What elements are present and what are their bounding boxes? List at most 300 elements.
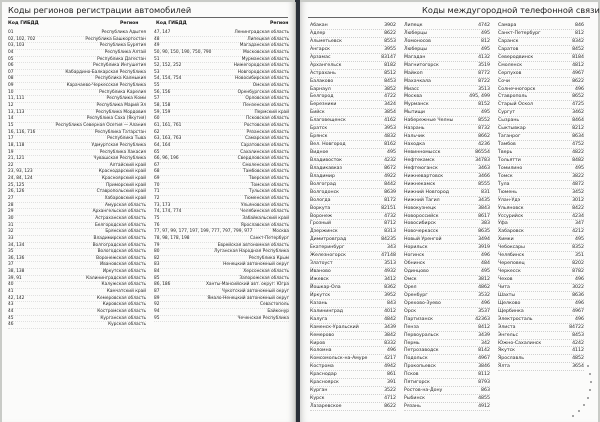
region-code: 05 [8,56,14,62]
left-page-title: Коды регионов регистрации автомобилей [8,5,192,15]
city-name: Мытищи [404,110,425,116]
region-code: 89 [154,295,160,301]
region-code: 30 [8,215,14,221]
dialing-code: 3537 [478,308,490,314]
region-row [154,316,289,323]
phone-codes-column-3 [498,22,584,371]
dialing-code: 3513 [384,261,396,267]
region-code: 53 [154,69,160,75]
region-name: Новосибирская область [235,76,289,82]
dialing-code: 34783 [475,157,490,163]
city-name: Подольск [404,356,428,362]
phone-code-row [404,125,490,133]
region-row [154,43,289,50]
region-name: Самарская область [245,136,289,142]
phone-code-row [310,109,396,117]
city-name: Калининград [310,308,343,314]
phone-code-row [310,189,396,197]
phone-code-row [404,109,490,117]
region-code: 95 [154,315,160,321]
region-row [154,156,289,163]
dialing-code: 3522 [384,388,396,394]
region-code: 61, 161, 761 [154,122,182,128]
dialing-code: 495, 499 [469,94,490,100]
phone-code-row [310,284,396,292]
phone-code-row [404,260,490,268]
city-name: Балаково [310,78,334,84]
phone-code-row [404,157,490,165]
region-row [8,156,146,163]
region-row [8,50,146,57]
dialing-code: 3452 [572,189,584,195]
city-name: Мурманск [404,102,429,108]
phone-code-row [498,332,584,340]
region-name: Луганская Народная Республика [214,249,289,255]
region-name: Республика Дагестан [97,56,146,62]
region-row [154,282,289,289]
city-name: Магнитогорск [404,62,439,68]
region-name: Воронежская область [96,255,146,261]
city-name: Миасс [404,86,420,92]
header-region-2: Регион [270,21,289,26]
region-row [8,83,146,90]
region-code: 55 [154,83,160,89]
region-code: 74, 174, 774 [154,209,182,215]
region-name: Саратовская область [240,142,289,148]
region-code: 27 [8,196,14,202]
phone-code-row [404,93,490,101]
region-code: 17 [8,136,14,142]
dialing-code: 8142 [478,348,490,354]
dialing-code: 8732 [478,126,490,132]
phone-code-row [310,236,396,244]
region-name: Санкт-Петербург [249,235,289,241]
city-name: Ростов-на-Дону [404,388,443,394]
region-code: 29 [8,209,14,215]
region-code: 02, 102, 702 [8,36,36,42]
dialing-code: 4912 [478,404,490,409]
dialing-code: 8313 [384,229,396,235]
phone-code-row [404,181,490,189]
phone-code-row [498,133,584,141]
phone-code-row [404,363,490,371]
left-page [2,2,296,422]
dialing-code: 4012 [384,308,396,314]
phone-code-row [310,30,396,38]
dialing-code: 8622 [384,30,396,36]
region-code: 49 [154,43,160,49]
dialing-code: 4862 [478,284,490,290]
region-name: Амурская область [104,202,146,208]
dialing-code: 3852 [384,86,396,92]
city-name: Омск [404,277,417,282]
phone-code-row [404,355,490,363]
region-code: 62 [154,129,160,135]
region-row [154,229,289,236]
region-code: 71 [154,189,160,195]
region-name: Удмуртская Республика [91,142,146,148]
region-row [8,236,146,243]
city-name: Махачкала [404,78,431,84]
phone-code-row [404,149,490,157]
region-row [154,249,289,256]
phone-code-row [498,181,584,189]
city-name: Самара [498,23,517,28]
phone-code-row [404,220,490,228]
region-name: Республика Башкортостан [85,36,146,42]
dialing-code: 383 [481,221,490,227]
phone-code-row [310,101,396,109]
region-code: 19 [8,149,14,155]
region-code: 76 [154,222,160,228]
region-code: 57 [154,96,160,102]
region-name: Новгородская область [237,69,289,75]
phone-code-row [498,308,584,316]
region-name: Нижегородская область [233,63,289,69]
region-name: Тверская область [248,176,289,182]
header-code: Код ГИБДД [8,21,39,26]
dialing-code: 8162 [384,142,396,148]
region-name: Забайкальский край [242,215,289,221]
dialing-code: 3812 [478,277,490,282]
region-name: Ставропольский край [96,189,146,195]
dialing-code: 3952 [384,292,396,298]
dialing-code: 8342 [572,38,584,44]
city-name: Ломоносов [404,38,431,44]
city-name: Рязань [404,404,421,409]
title-rule [308,17,590,18]
dialing-code: 4742 [478,23,490,28]
region-row [154,196,289,203]
dialing-code: 4725 [572,102,584,108]
region-code: 41 [8,288,14,294]
city-name: Воркута [310,205,331,211]
city-name: Березники [310,102,337,108]
city-name: Электросталь [498,316,533,322]
phone-code-row [310,228,396,236]
city-name: Санкт-Петербург [498,30,541,36]
city-name: Таганрог [498,134,521,140]
city-name: Солнечногорск [498,86,536,92]
dialing-code: 8622 [572,78,584,84]
city-name: Улан-Удэ [498,197,521,203]
dialing-code: 8635 [478,229,490,235]
dialing-code: 846 [575,23,584,28]
region-code: 07 [8,69,14,75]
phone-code-row [404,316,490,324]
region-code: 68 [154,169,160,175]
phone-code-row [310,300,396,308]
dialing-code: 8722 [478,78,490,84]
region-name: Брянская область [105,229,146,235]
dialing-code: 8652 [572,94,584,100]
dialing-code: 8672 [384,165,396,171]
phone-code-row [498,165,584,173]
region-row [154,236,289,243]
phone-code-row [498,54,584,62]
region-name: Ненецкий автономный округ [223,262,289,268]
city-name: Орск [404,308,417,314]
city-name: Северодвинск [498,54,534,60]
dialing-code: 8332 [384,340,396,346]
phone-code-row [498,244,584,252]
phone-code-row [310,220,396,228]
dialing-code: 8362 [384,284,396,290]
phone-code-row [310,355,396,363]
city-name: Люберцы [404,30,428,36]
region-code: 92 [154,302,160,308]
dialing-code: 4232 [384,157,396,163]
phone-code-row [404,30,490,38]
phone-code-row [310,54,396,62]
city-name: Белгород [310,94,334,100]
region-code: 48 [154,36,160,42]
dialing-code: 3012 [572,197,584,203]
region-code: 12 [8,103,14,109]
region-name: Иркутская область [102,269,146,275]
region-name: Республика Адыгея [101,30,146,35]
region-code: 01 [8,30,14,35]
region-name: Еврейская автономная область [217,242,289,248]
city-name: Кемерово [310,332,335,338]
city-name: Энгельс [498,332,519,338]
city-name: Череповец [498,261,525,267]
phone-code-row [404,276,490,284]
city-name: Невинномысск [404,150,441,155]
phone-code-row [310,276,396,284]
phone-code-row [498,30,584,38]
dialing-code: 8152 [478,102,490,108]
dialing-code: 495 [481,30,490,36]
city-name: Курган [310,388,328,394]
region-name: Байконур [267,308,289,314]
region-code: 83 [154,262,160,268]
region-code: 45 [8,315,14,321]
region-name: Москва [272,229,289,235]
dialing-code: 83147 [381,54,396,60]
dialing-code: 3466 [478,173,490,179]
city-name: Комсомольск-на-Амуре [310,356,368,362]
phone-code-row [404,189,490,197]
city-name: Тула [498,181,510,187]
dialing-code: 496 [481,253,490,259]
dialing-code: 3412 [384,277,396,282]
region-name: Мурманская область [241,56,289,62]
region-name: Ямало-Ненецкий автономный округ [207,295,289,301]
dialing-code: 3955 [384,46,396,52]
city-name: Астрахань [310,70,336,76]
region-row [8,103,146,110]
phone-code-row [310,181,396,189]
region-code: 37 [8,262,14,268]
region-name: Запорожская область [239,275,289,281]
city-name: Люберцы [404,46,428,52]
region-row [154,209,289,216]
city-name: Краснодар [310,372,337,378]
phone-code-row [310,141,396,149]
region-code: 69 [154,176,160,182]
phone-code-row [310,22,396,30]
city-name: Томилино [498,165,523,171]
region-name: Московская область [242,49,289,55]
phone-code-row [310,395,396,403]
city-name: Ижевск [310,277,329,282]
dialing-code: 42363 [475,316,490,322]
phone-code-row [310,133,396,141]
region-code: 26, 126 [8,189,25,195]
phone-code-row [498,220,584,228]
dialing-code: 3494 [478,237,490,243]
region-name: Тамбовская область [243,169,289,175]
phone-code-row [498,324,584,332]
region-row [8,289,146,296]
dialing-code: 8552 [478,118,490,124]
region-name: Тюменская область [244,196,289,202]
phone-code-row [404,86,490,94]
city-name: Щелково [498,300,521,306]
phone-code-row [310,173,396,181]
city-name: Обнинск [404,261,426,267]
region-name: Пермский край [254,109,289,115]
region-code: 82 [154,255,160,261]
dialing-code: 484 [481,261,490,267]
region-name: Орловская область [245,96,289,102]
region-row [8,269,146,276]
region-name: Смоленская область [242,162,289,168]
region-name: Республика Марий Эл [96,103,146,109]
city-name: Каменск-Уральский [310,324,359,330]
page-dot-decoration [566,360,596,420]
region-name: Республика Саха (Якутия) [86,116,146,122]
dialing-code: 3854 [384,110,396,116]
region-name: Республика Хакасия [99,149,146,155]
region-name: Магаданская область [239,43,289,49]
city-name: Прокопьевск [404,364,436,370]
region-row [154,116,289,123]
phone-code-row [404,292,490,300]
dialing-code: 4852 [572,356,584,362]
dialing-code: 863 [481,388,490,394]
region-code: 78, 98, 178, 198 [154,235,190,241]
region-name: Ивановская область [100,262,146,268]
city-name: Ульяновск [498,205,524,211]
dialing-code: 3842 [384,332,396,338]
region-row [154,123,289,130]
region-row [154,289,289,296]
phone-code-row [498,46,584,54]
dialing-code: 8712 [384,221,396,227]
phone-code-row [498,292,584,300]
phone-codes-column-2 [404,22,490,411]
city-name: Саранск [498,38,519,44]
city-name: Новый Уренгой [404,237,442,243]
city-name: Калуга [310,316,328,322]
phone-code-row [404,340,490,348]
region-name: Курская область [108,322,146,328]
city-name: Якутск [498,348,516,354]
dialing-code: 8112 [478,372,490,378]
region-name: Республика Бурятия [99,43,146,49]
phone-code-row [498,268,584,276]
phone-code-row [498,157,584,165]
city-name: Нижневартовск [404,173,444,179]
city-name: Киров [310,340,325,346]
phone-code-row [404,165,490,173]
region-code: 50, 90, 150, 190, 750, 790 [154,49,212,55]
dialing-code: 3463 [478,165,490,171]
phone-code-row [404,22,490,30]
city-name: Рыбинск [404,396,425,402]
dialing-code: 495 [481,46,490,52]
city-name: Волгодонск [310,189,339,195]
region-row [154,103,289,110]
region-name: Ханты-Мансийский авт. округ: Югра [205,282,289,288]
phone-code-row [310,78,396,86]
phone-code-row [404,213,490,221]
city-name: Нефтекамск [404,157,435,163]
region-code: 18, 118 [8,142,25,148]
region-code: 32 [8,229,14,235]
city-name: Норильск [404,245,428,251]
phone-code-row [498,189,584,197]
dialing-code: 4832 [384,134,396,140]
dialing-code: 3953 [384,126,396,132]
region-row [154,269,289,276]
region-code: 04 [8,49,14,55]
region-name: Чувашская Республика [93,156,146,162]
phone-code-row [310,340,396,348]
phone-code-row [498,78,584,86]
region-row [8,302,146,309]
header-code-2: Код ГИБДД [156,21,187,26]
dialing-code: 8639 [384,189,396,195]
phone-code-row [310,117,396,125]
dialing-code: 8617 [478,213,490,219]
region-name: Псковская область [246,116,289,122]
region-codes-column-1 [8,30,146,329]
phone-code-row [310,363,396,371]
region-row [8,136,146,143]
region-name: Астраханская область [95,215,146,221]
region-row [154,63,289,70]
dialing-code: 4812 [572,62,584,68]
city-name: Партизанск [404,316,433,322]
region-code: 23, 93, 123 [8,169,33,175]
dialing-code: 3439 [384,324,396,330]
phone-code-row [498,125,584,133]
city-name: Екатеринбург [310,245,345,251]
phone-code-row [404,133,490,141]
phone-code-row [404,244,490,252]
city-name: Сызрань [498,118,520,124]
city-name: Чебоксары [498,245,525,251]
region-code: 56, 156 [154,89,171,95]
dialing-code: 812 [481,38,490,44]
dialing-code: 496 [575,300,584,306]
dialing-code: 4236 [478,142,490,148]
city-name: Майкоп [404,70,423,76]
city-name: Химки [498,237,514,243]
dialing-code: 496 [575,277,584,282]
dialing-code: 4732 [384,213,396,219]
dialing-code: 4967 [478,356,490,362]
phone-code-row [498,300,584,308]
phone-code-row [404,300,490,308]
city-name: Ярославль [498,356,525,362]
phone-code-row [404,101,490,109]
region-name: Республика Мордовия [95,109,146,115]
region-name: Ленинградская область [234,30,289,35]
